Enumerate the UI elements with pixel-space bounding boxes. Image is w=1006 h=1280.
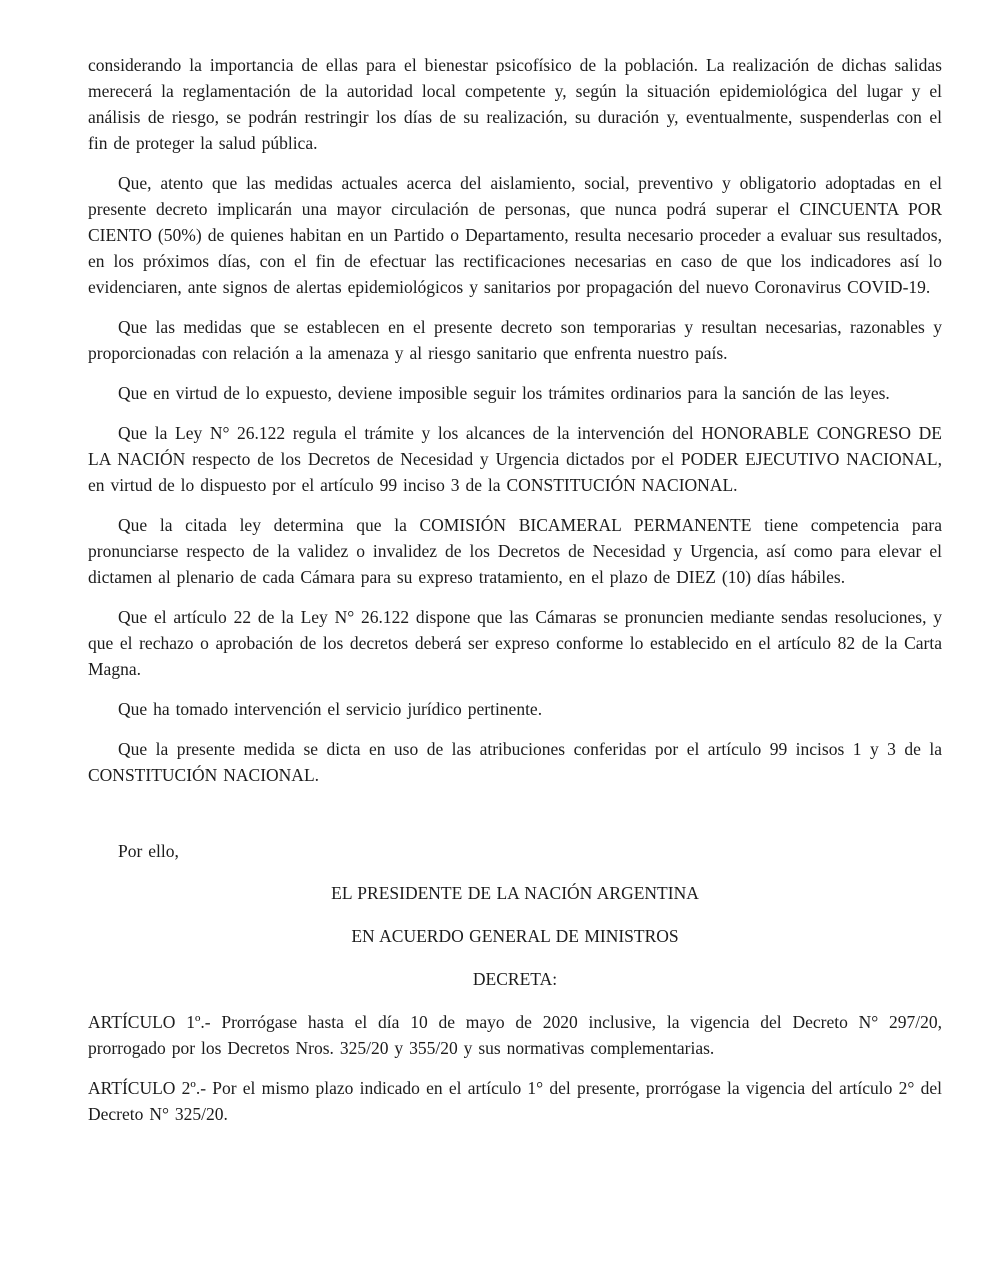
heading-president: EL PRESIDENTE DE LA NACIÓN ARGENTINA [331,883,699,903]
decree-paragraph: considerando la importancia de ellas para el bienestar psicofísico de la población. La realización de dichas salidas merecerá la reglamentación de la autoridad local competente y, según la situación epidemiológica del lugar y el análisis de riesgo, se podrán restringir los días de su realización, su duración y, eventualmente, suspenderlas con el fin de proteger la salud pública. [88,55,942,153]
decree-paragraph: Que en virtud de lo expuesto, deviene imposible seguir los trámites ordinarios para la sanción de las leyes. [118,383,890,403]
article-1: ARTÍCULO 1º.- Prorrógase hasta el día 10 de mayo de 2020 inclusive, la vigencia del Decreto N° 297/20, prorrogado por los Decretos Nros. 325/20 y 355/20 y sus normativas complementarias. [88,1012,942,1058]
por-ello-line: Por ello, [118,841,179,861]
article-2: ARTÍCULO 2º.- Por el mismo plazo indicado en el artículo 1° del presente, prorrógase la vigencia del artículo 2° del Decreto N° 325/20. [88,1078,942,1124]
heading-acuerdo-general: EN ACUERDO GENERAL DE MINISTROS [351,926,679,946]
decree-paragraph: Que el artículo 22 de la Ley N° 26.122 dispone que las Cámaras se pronuncien mediante sendas resoluciones, y que el rechazo o aprobación de los decretos deberá ser expreso conforme lo establecido en el artículo 82 de la Carta Magna. [88,607,942,679]
decree-paragraph: Que las medidas que se establecen en el presente decreto son temporarias y resultan necesarias, razonables y proporcionadas con relación a la amenaza y al riesgo sanitario que enfrenta nuestro país. [88,317,942,363]
decree-paragraph: Que, atento que las medidas actuales acerca del aislamiento, social, preventivo y obligatorio adoptadas en el presente decreto implicarán una mayor circulación de personas, que nunca podrá superar el CINCUENTA POR CIENTO (50%) de quienes habitan en un Partido o Departamento, resulta necesario proceder a evaluar sus resultados, en los próximos días, con el fin de efectuar las rectificaciones necesarias en caso de que los indicadores así lo evidenciaren, ante signos de alertas epidemiológicos y sanitarios por propagación del nuevo Coronavirus COVID-19. [88,173,942,297]
decree-paragraph: Que la Ley N° 26.122 regula el trámite y los alcances de la intervención del HONORABLE CONGRESO DE LA NACIÓN respecto de los Decretos de Necesidad y Urgencia dictados por el PODER EJECUTIVO NACIONAL, en virtud de lo dispuesto por el artículo 99 inciso 3 de la CONSTITUCIÓN NACIONAL. [88,423,942,495]
heading-decreta: DECRETA: [472,969,558,989]
decree-paragraph: Que la citada ley determina que la COMISIÓN BICAMERAL PERMANENTE tiene competencia para pronunciarse respecto de la validez o invalidez de los Decretos de Necesidad y Urgencia, así como para elevar el dictamen al plenario de cada Cámara para su expreso tratamiento, en el plazo de DIEZ (10) días hábiles. [88,515,942,587]
decree-paragraph: Que la presente medida se dicta en uso de las atribuciones conferidas por el artículo 99 incisos 1 y 3 de la CONSTITUCIÓN NACIONAL. [88,739,942,785]
decree-paragraph: Que ha tomado intervención el servicio jurídico pertinente. [118,699,543,719]
